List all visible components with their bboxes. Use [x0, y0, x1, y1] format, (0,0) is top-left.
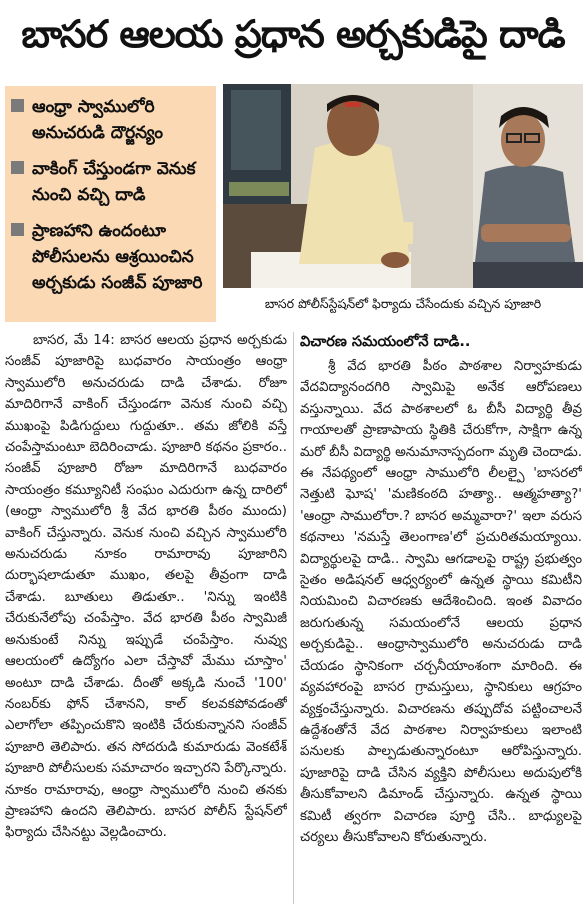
- highlight-text: ఆంధ్రా స్వాములోరి అనుచరుడి దౌర్జన్యం: [32, 97, 163, 143]
- highlight-text: ప్రాణహాని ఉందంటూ పోలీసులను ఆశ్రయించిన అర్చకుడు సంజీవ్ పూజారి: [32, 221, 203, 293]
- section-subhead: విచారణ సమయంలోనే దాడి..: [300, 334, 471, 350]
- highlight-item: [11, 94, 208, 146]
- news-photo: [223, 84, 583, 288]
- column-divider: [293, 332, 294, 904]
- square-bullet-icon: [11, 223, 24, 236]
- square-bullet-icon: [11, 99, 24, 112]
- photo-illustration: [223, 84, 583, 288]
- headline: బాసర ఆలయ ప్రధాన అర్చకుడిపై దాడి: [21, 12, 565, 56]
- left-column-text: బాసర, మే 14: బాసర ఆలయ ప్రధాన అర్చకుడు సంజీవ్ పూజారిపై బుధవారం సాయంత్రం ఆంధ్రా స్వాములోరి అనుచరుడు దాడి చేశాడు. రోజూ మాదిరిగానే వాకింగ్ చేస్తుండగా వెనుక నుంచి వచ్చి ముఖంపై పిడిగుద్దులు గుద్దుతూ.. తమ జోలికి వస్తే చంపేస్తామంటూ బెదిరించాడు. పూజారి కథనం ప్రకారం.. సంజీవ్ పూజారి రోజూ మాదిరిగానే బుధవారం సాయంత్రం కమ్యూనిటీ సంఘం ఎదురుగా ఉన్న దారిలో (ఆంధ్రా స్వాములోరి శ్రీ వేద భారతి పీఠం ముందు) వాకింగ్ చేస్తున్నారు. వెనుక నుంచి వచ్చిన స్వాములోరి అనుచరుడు నూకం రామారావు పూజారిని దుర్భాషలాడుతూ ముఖం, తలపై తీవ్రంగా దాడి చేశాడు. బూతులు తిడుతూ.. 'నిన్ను ఇంటికి చేరుకునేలోపు చంపేస్తాం. వేద భారతి పీఠం స్వామిజీ అనుకుంటే నిన్ను ఇప్పుడే చంపేస్తాం. నువ్వు ఆలయంలో ఉద్యోగం ఎలా చేస్తావో మేము చూస్తాం' అంటూ దాడి చేశాడు. దీంతో అక్కడి నుంచే '100' నంబర్‌కు ఫోన్ చేశానని, కాల్ కలవకపోవడంతో ఎలాగోలా తప్పించుకొని ఇంటికి చేరుకున్నానని సంజీవ్ పూజారి తెలిపారు. తన సోదరుడి కుమారుడు వెంకటేశ్ పూజారి పోలీసులకు సమాచారం ఇచ్చారని పేర్కొన్నారు. నూకం రామారావు, ఆంధ్రా స్వాములోరి నుంచి తనకు ప్రాణహాని ఉందని తెలిపారు. బాసర పోలీస్‌ స్టేషన్‌లో ఫిర్యాదు చేసినట్టు వెల్లడించారు.: [5, 333, 287, 841]
- right-column-text: శ్రీ వేద భారతి పీఠం పాఠశాల నిర్వాహకుడు వేదవిద్యానందగిరి స్వామిపై అనేక ఆరోపణలు వస్తున్నాయి. వేద పాఠశాలలో ఓ బీసీ విద్యార్థి తీవ్ర గాయాలతో ప్రాణాపాయ స్థితికి చేరుకోగా, సాక్షిగా ఉన్న మరో బీసీ విద్యార్థి అనుమానాస్పదంగా మృతి చెందాడు. ఈ నేపథ్యంలో ఆంధ్రా సాములోరి లీలల్పై 'బాసరలో నెత్తుటి ఘోష' 'మణికంఠది హత్యా.. ఆత్మహత్యా?' 'ఆంధ్రా సాములోరా.? బాసర అమ్మవారా?' ఇలా వరుస కథనాలు 'నమస్తే తెలంగాణ'లో ప్రచురితమయ్యాయి. విద్యార్థులపై దాడి.. స్వామి ఆగడాలపై రాష్ట్ర ప్రభుత్వం సైతం అడిషనల్ ఆధ్వర్యంలో ఉన్నత స్థాయి కమిటీని నియమించి విచారణకు ఆదేశించింది. ఇంత వివాదం జరుగుతున్న సమయంలోనే ఆలయ ప్రధాన అర్చకుడిపై.. ఆంధ్రాస్వాములోరి అనుచరుడు దాడి చేయడం స్థానికంగా చర్చనీయాంశంగా మారింది. ఈ వ్యవహారంపై బాసర గ్రామస్తులు, స్థానికులు ఆగ్రహం వ్యక్తంచేస్తున్నారు. విచారణను తప్పుదోవ పట్టించాలనే ఉద్దేశంతోనే వేద పాఠశాల నిర్వాహకులు ఇలాంటి పనులకు పాల్పడుతున్నారంటూ ఆరోపిస్తున్నారు. పూజారిపై దాడి చేసిన వ్యక్తిని పోలీసులు అదుపులోకి తీసుకోవాలని డిమాండ్ చేస్తున్నారు. ఉన్నత స్థాయి కమిటీ త్వరగా విచారణ పూర్తి చేసి.. బాధ్యులపై చర్యలు తీసుకోవాలని కోరుతున్నారు.: [300, 359, 582, 845]
- photo-caption: బాసర పోలీస్‌స్టేషన్‌లో ఫిర్యాదు చేసేందుకు వచ్చిన పూజారి: [264, 296, 542, 311]
- article-column-left: [5, 330, 287, 905]
- highlight-item: [11, 156, 208, 208]
- highlight-item: [11, 218, 208, 296]
- article-column-right: [300, 330, 582, 905]
- square-bullet-icon: [11, 161, 24, 174]
- highlight-text: వాకింగ్ చేస్తుండగా వెనుక నుంచి వచ్చి దాడి: [32, 159, 196, 205]
- highlights-box: [5, 86, 216, 322]
